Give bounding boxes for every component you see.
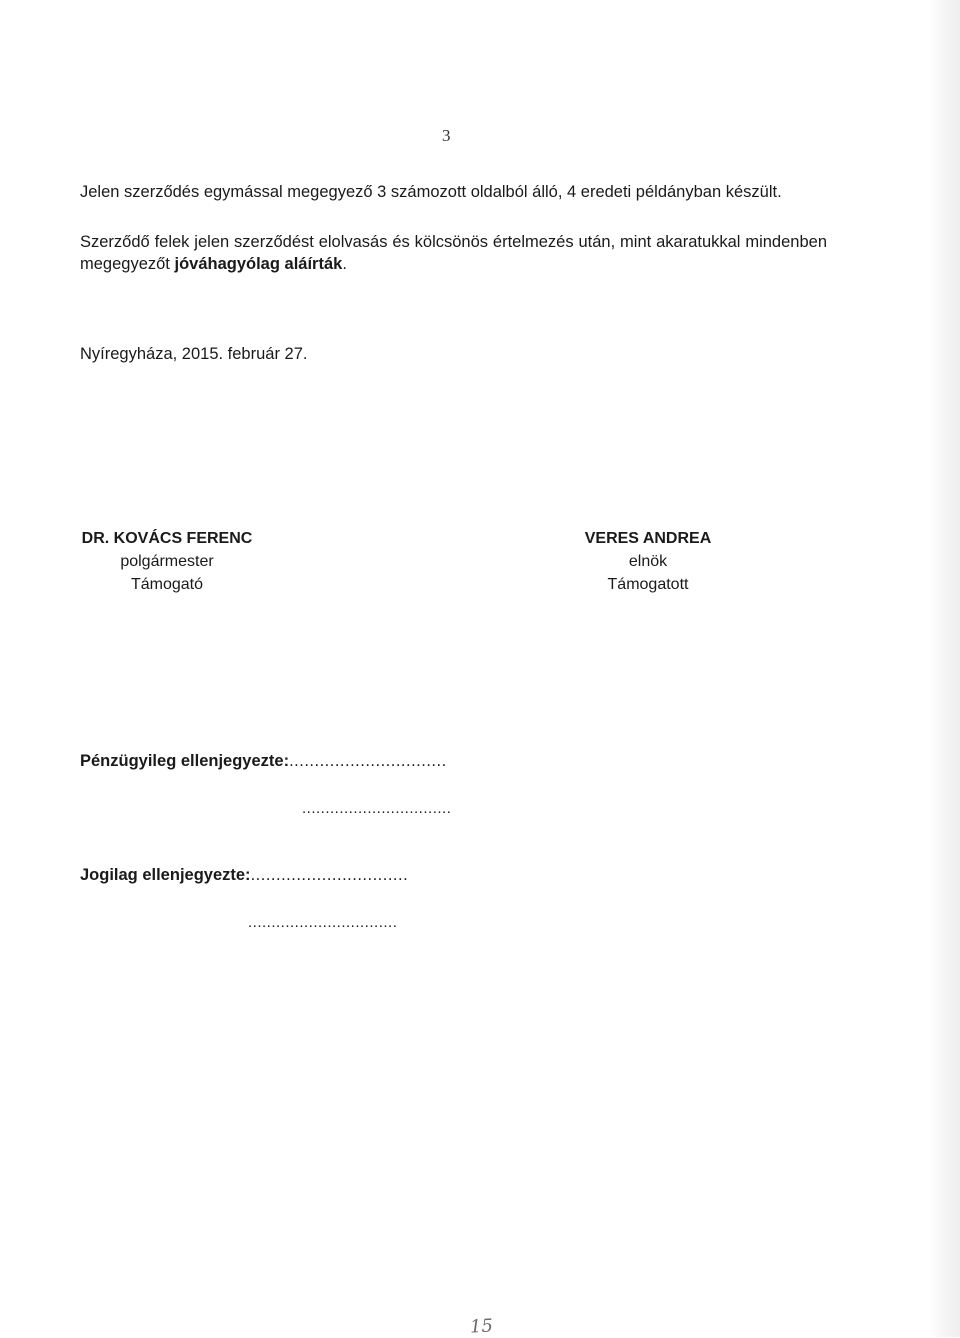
signing-statement-bold: jóváhagyólag aláírták [174,255,343,273]
legal-countersign [80,866,408,885]
copies-statement: Jelen szerződés egymással megegyező 3 számozott oldalból álló, 4 eredeti példányban készült. [80,183,782,201]
legal-countersign-label: Jogilag ellenjegyezte: [80,866,251,884]
place-and-date: Nyíregyháza, 2015. február 27. [80,345,308,363]
financial-countersign-dots: ............................... [289,752,447,770]
handwritten-page-mark: 15 [469,1315,494,1338]
signing-statement-text: Szerződő felek jelen szerződést elolvasás és kölcsönös értelmezés után, mint akaratukkal mindenben megegyezőt [80,233,827,273]
signature-block-supported [498,527,798,596]
scan-edge-shadow [930,0,960,1337]
signing-statement [80,231,827,275]
financial-countersign-label: Pénzügyileg ellenjegyezte: [80,752,290,770]
signing-statement-end: . [342,255,347,273]
financial-countersign [80,752,447,771]
signature-block-supporter [17,527,317,596]
signatory-title: elnök [628,553,668,570]
signatory-role: Támogató [130,576,204,593]
signatory-name: VERES ANDREA [584,530,712,547]
legal-signature-line: ................................ [248,914,398,931]
signatory-role: Támogatott [607,576,689,593]
financial-signature-line: ................................ [302,800,452,817]
page-number: 3 [442,126,451,145]
legal-countersign-dots: ............................... [250,866,409,884]
signatory-title: polgármester [120,553,214,570]
signatory-name: DR. KOVÁCS FERENC [81,530,253,547]
